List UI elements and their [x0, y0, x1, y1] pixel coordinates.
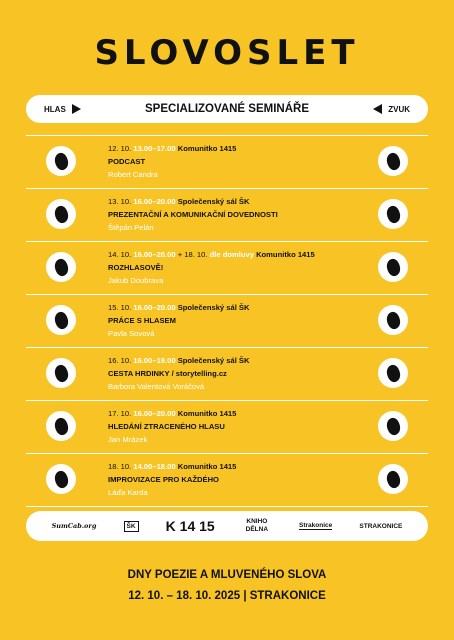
- ear-icon: [378, 358, 408, 388]
- event-date: 12. 10.: [108, 144, 132, 153]
- festival-dates: 12. 10. – 18. 10. 2025 | STRAKONICE: [128, 590, 326, 602]
- event-date: 13. 10.: [108, 197, 132, 206]
- event-time: 16.00–20.00: [133, 409, 176, 418]
- event-time: 16.00–19.00: [133, 356, 176, 365]
- event-extra-date: + 18. 10.: [177, 250, 208, 259]
- header-left: [44, 104, 81, 114]
- ear-icon: [378, 146, 408, 176]
- section-header: [26, 95, 428, 123]
- partner-logo: KNIHO DĚLNA: [245, 518, 269, 533]
- partner-logo: K 14 15: [165, 518, 215, 534]
- event-person: Robert Candra: [108, 170, 158, 179]
- event-person: Jan Mrázek: [108, 435, 148, 444]
- event-date: 15. 10.: [108, 303, 132, 312]
- event-date: 18. 10.: [108, 462, 132, 471]
- event-place: Komunitko 1415: [177, 409, 237, 418]
- partner-logo: Strakonice: [299, 522, 333, 529]
- partner-logo: STRAKONICE: [359, 522, 403, 530]
- event-row: [26, 348, 428, 401]
- event-extra-time: dle domluvy: [209, 250, 254, 259]
- event-place: Komunitko 1415: [177, 144, 237, 153]
- event-place: Společenský sál ŠK: [177, 197, 250, 206]
- event-place: Společenský sál ŠK: [177, 356, 250, 365]
- event-row: [26, 135, 428, 189]
- partner-logos: [26, 511, 428, 541]
- partner-logo: SumCab.org: [51, 522, 97, 530]
- mouth-icon: [46, 305, 76, 335]
- festival-tagline: DNY POEZIE A MLUVENÉHO SLOVA: [127, 569, 327, 581]
- event-name: PODCAST: [108, 157, 146, 166]
- event-time: 13.00–17.00: [133, 144, 176, 153]
- section-title: SPECIALIZOVANÉ SEMINÁŘE: [145, 103, 309, 115]
- header-right-label: ZVUK: [388, 104, 410, 114]
- arrow-right-icon: [72, 104, 81, 114]
- event-place: Komunitko 1415: [256, 250, 315, 259]
- event-time: 16.00–20.00: [133, 197, 176, 206]
- ear-icon: [378, 411, 408, 441]
- header-right: [373, 104, 410, 114]
- event-person: Jakub Doubrava: [108, 276, 164, 285]
- event-time: 16.00–20.00: [133, 303, 176, 312]
- mouth-icon: [46, 358, 76, 388]
- event-row: [26, 401, 428, 454]
- event-person: Štěpán Pelán: [108, 223, 154, 232]
- event-row: [26, 242, 428, 295]
- mouth-icon: [46, 252, 76, 282]
- ear-icon: [378, 199, 408, 229]
- event-name: HLEDÁNÍ ZTRACENÉHO HLASU: [108, 422, 225, 431]
- event-date: 17. 10.: [108, 409, 132, 418]
- event-name: ROZHLASOVĚ!: [108, 263, 164, 272]
- event-name: PRÁCE S HLASEM: [108, 316, 176, 325]
- arrow-left-icon: [373, 104, 382, 114]
- ear-icon: [378, 252, 408, 282]
- event-name: CESTA HRDINKY / storytelling.cz: [108, 369, 227, 378]
- event-row: [26, 454, 428, 507]
- event-row: [26, 295, 428, 348]
- event-person: Pavla Sovová: [108, 329, 155, 338]
- ear-icon: [378, 305, 408, 335]
- event-row: [26, 189, 428, 242]
- event-time: 16.00–20.00: [133, 250, 176, 259]
- event-place: Společenský sál ŠK: [177, 303, 250, 312]
- event-name: IMPROVIZACE PRO KAŽDÉHO: [108, 475, 219, 484]
- partner-logo: ŠK: [124, 521, 139, 532]
- event-time: 14.00–18.00: [133, 462, 176, 471]
- ear-icon: [378, 464, 408, 494]
- mouth-icon: [46, 199, 76, 229]
- festival-logo: SLOVOSLET: [94, 33, 360, 73]
- mouth-icon: [46, 146, 76, 176]
- event-date: 14. 10.: [108, 250, 132, 259]
- mouth-icon: [46, 464, 76, 494]
- event-date: 16. 10.: [108, 356, 132, 365]
- event-person: Barbora Valentová Voráčová: [108, 382, 205, 391]
- header-left-label: HLAS: [44, 104, 66, 114]
- mouth-icon: [46, 411, 76, 441]
- event-person: Láďa Karda: [108, 488, 148, 497]
- event-place: Komunitko 1415: [177, 462, 237, 471]
- event-list: [26, 135, 428, 507]
- event-name: PREZENTAČNÍ A KOMUNIKAČNÍ DOVEDNOSTI: [108, 210, 278, 219]
